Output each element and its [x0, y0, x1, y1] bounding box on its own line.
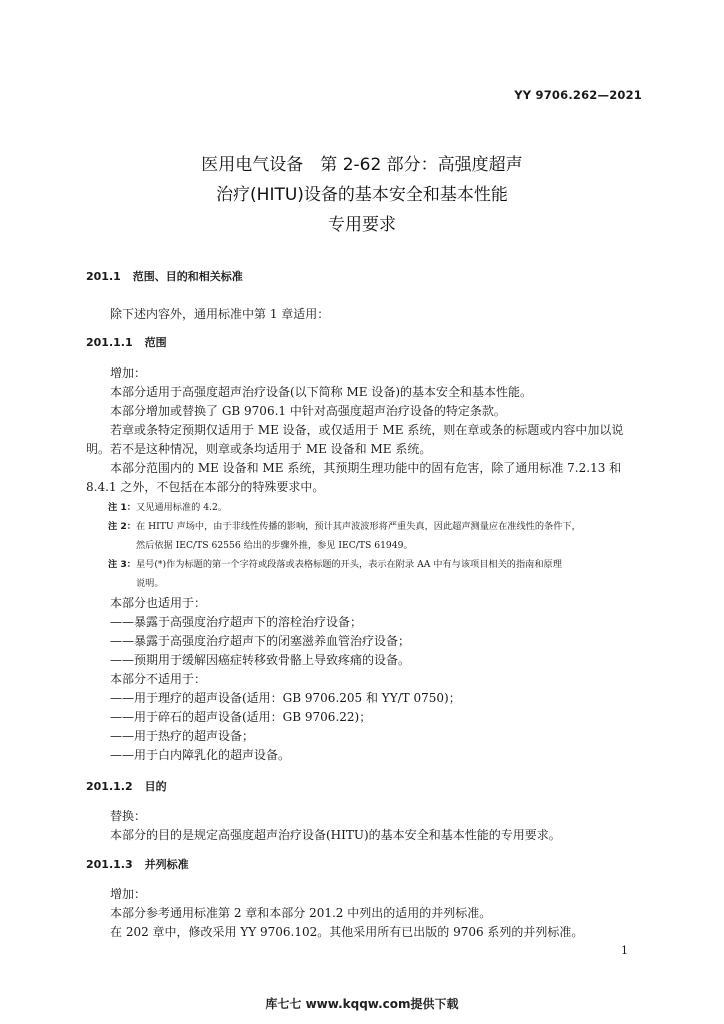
title-line-1: 医用电气设备 第 2-62 部分：高强度超声	[201, 155, 523, 175]
paragraph: 若章或条特定预期仅适用于 ME 设备，或仅适用于 ME 系统，则在章或条的标题或内容中加以说	[110, 423, 624, 437]
section-title: 范围	[144, 336, 167, 349]
paragraph: 本部分的目的是规定高强度超声治疗设备(HITU)的基本安全和基本性能的专用要求。	[110, 828, 561, 842]
section-number: 201.1.2	[86, 780, 133, 793]
document-title	[0, 150, 724, 240]
title-line-2: 治疗(HITU)设备的基本安全和基本性能	[216, 185, 508, 205]
section-title: 范围、目的和相关标准	[132, 270, 243, 283]
paragraph: 替换：	[110, 809, 147, 823]
paragraph: 本部分范围内的 ME 设备和 ME 系统，其预期生理功能中的固有危害，除了通用标准 7.2.13 和	[110, 461, 622, 475]
paragraph: 增加：	[110, 887, 147, 901]
note-2	[108, 518, 642, 536]
paragraph: 除下述内容外，通用标准中第 1 章适用：	[110, 307, 330, 321]
note-text: 又见通用标准的 4.2。	[135, 502, 227, 513]
section-title: 并列标准	[144, 858, 189, 871]
note-label: 注 1：	[108, 502, 136, 513]
paragraph: 本部分增加或替换了 GB 9706.1 中针对高强度超声治疗设备的特定条款。	[110, 404, 506, 418]
list-item: ——用于碎石的超声设备(适用：GB 9706.22)；	[110, 710, 372, 724]
section-number: 201.1.1	[86, 336, 133, 349]
section-number: 201.1.3	[86, 858, 133, 871]
paragraph: 本部分参考通用标准第 2 章和本部分 201.2 中列出的适用的并列标准。	[110, 906, 492, 920]
paragraph: 本部分不适用于：	[110, 672, 207, 686]
list-item: ——用于理疗的超声设备(适用：GB 9706.205 和 YY/T 0750)；	[110, 691, 461, 705]
note-2-continuation: 然后依据 IEC/TS 62556 给出的步骤外推，参见 IEC/TS 61949。	[136, 540, 413, 551]
page-number: 1	[621, 944, 628, 957]
paragraph: 本部分也适用于：	[110, 596, 207, 610]
note-1	[108, 499, 642, 517]
note-3	[108, 556, 642, 574]
list-item: ——预期用于缓解因癌症转移致骨骼上导致疼痛的设备。	[110, 653, 411, 667]
section-title: 目的	[144, 780, 167, 793]
heading-201-1	[86, 268, 243, 284]
list-item: ——暴露于高强度治疗超声下的溶栓治疗设备；	[110, 615, 363, 629]
heading-201-1-3	[86, 856, 189, 872]
list-item: ——用于热疗的超声设备；	[110, 729, 255, 743]
heading-201-1-2	[86, 778, 167, 794]
heading-201-1-1	[86, 334, 167, 350]
note-text: 星号(*)作为标题的第一个字符或段落或表格标题的开头，表示在附录 AA 中有与该项目相关的指南和原理	[135, 559, 562, 570]
note-label: 注 2：	[108, 521, 136, 532]
list-item: ——暴露于高强度治疗超声下的闭塞滋养血管治疗设备；	[110, 634, 411, 648]
paragraph: 在 202 章中，修改采用 YY 9706.102。其他采用所有已出版的 9706 系列的并列标准。	[110, 925, 584, 939]
paragraph-continuation: 8.4.1 之外，不包括在本部分的特殊要求中。	[86, 480, 325, 494]
list-item: ——用于白内障乳化的超声设备。	[110, 748, 291, 762]
note-text: 在 HITU 声场中，由于非线性传播的影响，预计其声波波形将严重失真，因此超声测量应在准线性的条件下，	[135, 521, 581, 532]
note-label: 注 3：	[108, 559, 136, 570]
note-3-continuation: 说明。	[136, 578, 164, 589]
paragraph: 本部分适用于高强度超声治疗设备(以下简称 ME 设备)的基本安全和基本性能。	[110, 385, 533, 399]
download-footer: 库七七 www.kqqw.com提供下载	[265, 997, 459, 1011]
paragraph: 增加：	[110, 366, 147, 380]
paragraph-continuation: 明。若不是这种情况，则章或条均适用于 ME 设备和 ME 系统。	[86, 442, 432, 456]
section-number: 201.1	[86, 270, 121, 283]
title-line-3: 专用要求	[328, 215, 396, 235]
document-code: YY 9706.262—2021	[514, 88, 642, 102]
